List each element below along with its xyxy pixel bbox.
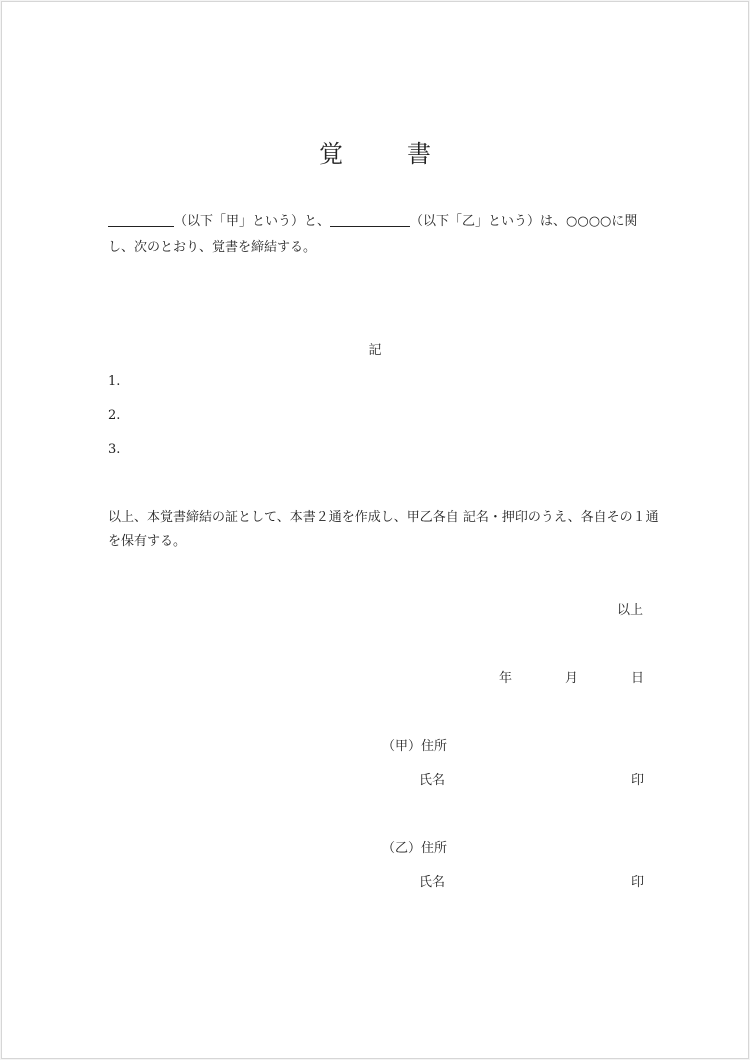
date-year: 年 — [499, 671, 513, 686]
party-a-blank — [108, 212, 174, 227]
intro-party-b-text: （以下「乙」という）は、○○○○に関 — [410, 214, 638, 229]
list-item-2: 2. — [108, 408, 121, 423]
party-a-name-label: 氏名 — [419, 773, 446, 788]
document-title: 覚 書 — [319, 140, 451, 168]
list-item-3: 3. — [108, 442, 121, 457]
closing-line-1: 以上、本覚書締結の証として、本書２通を作成し、甲乙各自 記名・押印のうえ、各自その１通 — [108, 510, 659, 525]
document-page — [1, 1, 749, 1059]
list-item-1: 1. — [108, 374, 121, 389]
party-a-address-label: （甲）住所 — [382, 739, 448, 754]
party-b-blank — [330, 212, 410, 227]
intro-line-2: し、次のとおり、覚書を締結する。 — [108, 240, 317, 255]
intro-line-1 — [108, 209, 637, 235]
party-b-address-label: （乙）住所 — [382, 841, 448, 856]
party-b-name-label: 氏名 — [419, 875, 446, 890]
date-month: 月 — [565, 671, 579, 686]
closing-line-2: を保有する。 — [108, 534, 187, 549]
party-b-seal: 印 — [631, 875, 645, 890]
date-day: 日 — [631, 671, 645, 686]
ki-heading: 記 — [368, 343, 382, 358]
end-mark: 以上 — [617, 603, 644, 618]
party-a-seal: 印 — [631, 773, 645, 788]
intro-party-a-text: （以下「甲」という）と、 — [174, 214, 331, 229]
